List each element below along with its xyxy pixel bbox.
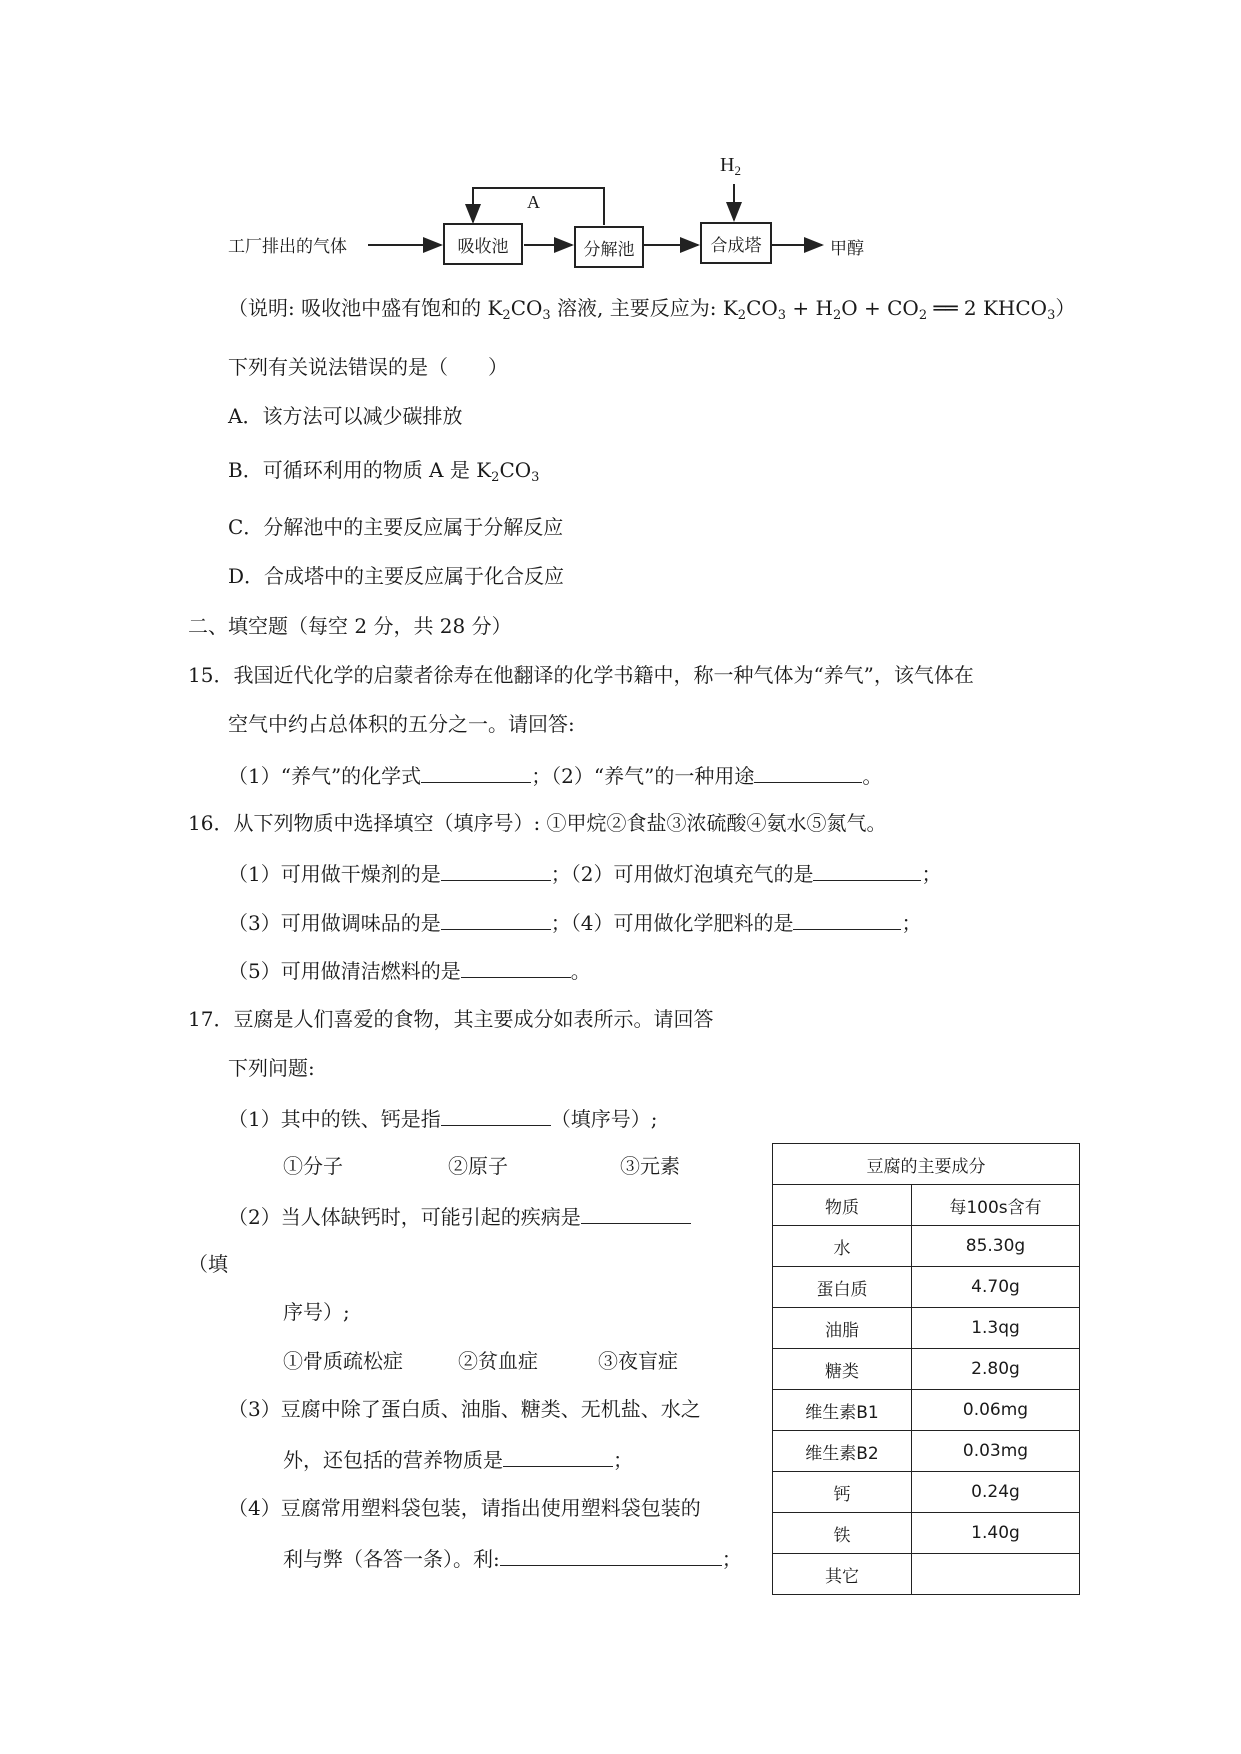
table-cell: 维生素B1 (773, 1390, 912, 1431)
q16-row2: （3）可用做调味品的是 ；（4）可用做化学肥料的是 ； (228, 907, 921, 937)
reaction-note: （说明: 吸收池中盛有饱和的 $K_2CO_3$ 溶液, 主要反应为: $K_2CO_3 + H_2O + CO_2$ ══ 2 $KHCO_3$） (228, 296, 1076, 323)
q17-sub3-cont: 外，还包括的营养物质是 ； (283, 1444, 633, 1474)
flow-absorb-label: 吸收池 (457, 236, 509, 257)
table-row (773, 1226, 1080, 1267)
flow-h2-label: $H_2$ (720, 154, 741, 178)
q17-sub2-cont: 序号）; (283, 1300, 350, 1324)
answer-blank[interactable] (441, 1103, 551, 1126)
table-row (773, 1349, 1080, 1390)
table-row (773, 1390, 1080, 1431)
q15-line1: 15．我国近代化学的启蒙者徐寿在他翻译的化学书籍中，称一种气体为“养气”，该气体在 (188, 663, 974, 687)
q17-sub1-opt3: ③元素 (620, 1154, 680, 1178)
q17-sub1-opt1: ①分子 (283, 1154, 343, 1178)
q17-sub2-fill: （填 (188, 1252, 228, 1276)
table-cell: 蛋白质 (773, 1267, 912, 1308)
table-cell: 85.30g (912, 1226, 1080, 1267)
flow-product: 甲醇 (830, 239, 864, 259)
flow-decompose-label: 分解池 (583, 239, 635, 260)
table-title-row (773, 1144, 1080, 1185)
table-cell: 维生素B2 (773, 1431, 912, 1472)
table-title: 豆腐的主要成分 (773, 1144, 1080, 1185)
table-header-cell: 每100s含有 (912, 1185, 1080, 1226)
table-cell: 铁 (773, 1513, 912, 1554)
table-cell: 0.06mg (912, 1390, 1080, 1431)
q14-option-d: D．合成塔中的主要反应属于化合反应 (228, 564, 565, 588)
flow-absorb-box (443, 223, 523, 265)
answer-blank[interactable] (441, 858, 551, 881)
table-cell: 1.40g (912, 1513, 1080, 1554)
section-heading: 二、填空题（每空 2 分，共 28 分） (188, 614, 512, 638)
q16-row3: （5）可用做清洁燃料的是 。 (228, 955, 591, 985)
q14-option-a: A．该方法可以减少碳排放 (228, 404, 463, 428)
table-cell: 钙 (773, 1472, 912, 1513)
table-cell (912, 1554, 1080, 1595)
q14-option-b: B．可循环利用的物质 A 是 $K_2CO_3$ (228, 458, 540, 485)
q17-sub1-opt2: ②原子 (448, 1154, 508, 1178)
table-row (773, 1513, 1080, 1554)
table-row (773, 1472, 1080, 1513)
q17-line1: 17．豆腐是人们喜爱的食物，其主要成分如表所示。请回答 (188, 1007, 714, 1031)
answer-blank[interactable] (503, 1444, 613, 1467)
table-row (773, 1431, 1080, 1472)
q15-line2: 空气中约占总体积的五分之一。请回答: (228, 712, 575, 736)
table-cell: 油脂 (773, 1308, 912, 1349)
q17-sub3: （3）豆腐中除了蛋白质、油脂、糖类、无机盐、水之 (228, 1397, 701, 1421)
flow-decompose-box (574, 226, 644, 268)
q17-sub2-opt2: ②贫血症 (458, 1349, 538, 1373)
table-cell: 0.24g (912, 1472, 1080, 1513)
table-cell: 其它 (773, 1554, 912, 1595)
table-cell: 糖类 (773, 1349, 912, 1390)
q17-sub2: （2）当人体缺钙时，可能引起的疾病是 (228, 1201, 691, 1231)
q17-line2: 下列问题: (228, 1056, 315, 1080)
q16-line1: 16．从下列物质中选择填空（填序号）: ①甲烷②食盐③浓硫酸④氨水⑤氮气。 (188, 811, 887, 835)
table-row (773, 1267, 1080, 1308)
table-cell: 0.03mg (912, 1431, 1080, 1472)
table-header-cell: 物质 (773, 1185, 912, 1226)
tofu-nutrition-table (772, 1143, 1080, 1595)
table-cell: 水 (773, 1226, 912, 1267)
table-row (773, 1554, 1080, 1595)
flow-label-a: A (527, 192, 540, 212)
answer-blank[interactable] (813, 858, 921, 881)
table-cell: 1.3qg (912, 1308, 1080, 1349)
q14-option-c: C．分解池中的主要反应属于分解反应 (228, 515, 564, 539)
answer-blank[interactable] (581, 1201, 691, 1224)
answer-blank[interactable] (754, 760, 862, 783)
q17-sub2-opt3: ③夜盲症 (598, 1349, 678, 1373)
answer-blank[interactable] (500, 1543, 722, 1566)
q17-sub4: （4）豆腐常用塑料袋包装，请指出使用塑料袋包装的 (228, 1496, 701, 1520)
flow-source: 工厂排出的气体 (228, 237, 347, 257)
q14-stem: 下列有关说法错误的是（ ） (228, 355, 508, 379)
table-row (773, 1308, 1080, 1349)
q15-subquestions: （1）“养气”的化学式 ；（2）“养气”的一种用途 。 (228, 760, 882, 790)
q16-row1: （1）可用做干燥剂的是 ；（2）可用做灯泡填充气的是 ； (228, 858, 941, 888)
flow-synth-box (700, 222, 772, 264)
flow-synth-label: 合成塔 (710, 235, 762, 256)
table-header-row (773, 1185, 1080, 1226)
table-cell: 4.70g (912, 1267, 1080, 1308)
answer-blank[interactable] (441, 907, 551, 930)
answer-blank[interactable] (461, 955, 571, 978)
q17-sub2-opt1: ①骨质疏松症 (283, 1349, 403, 1373)
q17-sub1: （1）其中的铁、钙是指 （填序号）; (228, 1103, 657, 1133)
answer-blank[interactable] (421, 760, 531, 783)
answer-blank[interactable] (793, 907, 901, 930)
table-cell: 2.80g (912, 1349, 1080, 1390)
q17-sub4-cont: 利与弊（各答一条）。利: ； (283, 1543, 742, 1573)
